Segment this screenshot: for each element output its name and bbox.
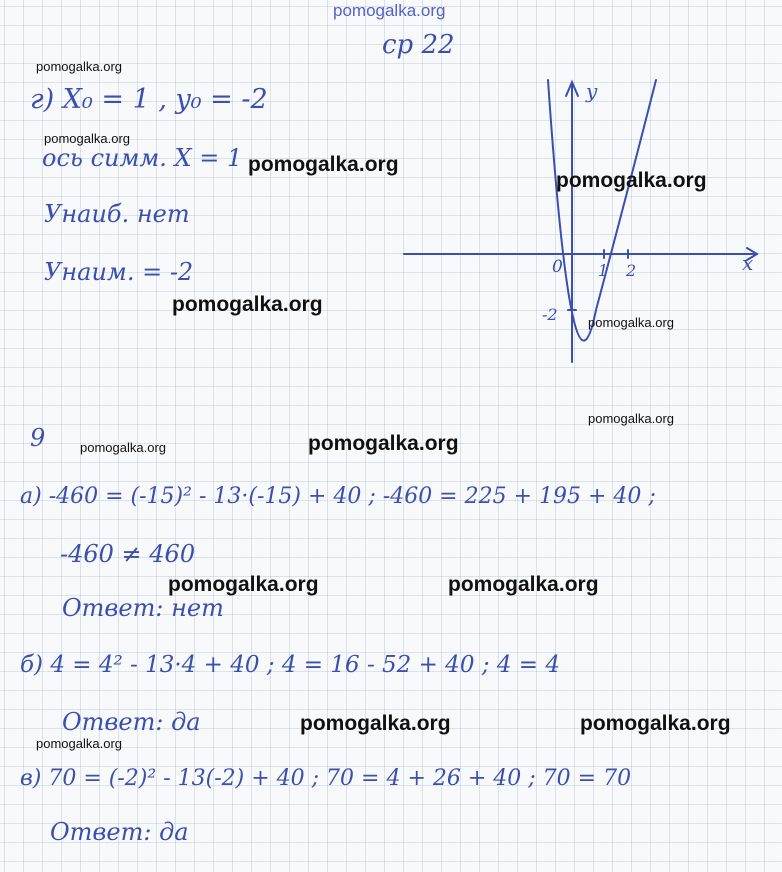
vertex-line: г) X₀ = 1 , y₀ = -2 <box>30 84 268 115</box>
header-watermark: pomogalka.org <box>333 1 446 20</box>
parabola-graph <box>400 70 770 370</box>
watermark: pomogalka.org <box>556 169 707 192</box>
parabola-curve <box>548 80 656 341</box>
origin-label: 0 <box>552 257 563 277</box>
x-axis-label: x <box>742 251 754 275</box>
watermark: pomogalka.org <box>588 315 674 330</box>
part-v-equation: в) 70 = (-2)² - 13(-2) + 40 ; 70 = 4 + 26 + 40 ; 70 = 70 <box>20 766 632 791</box>
task-number: 9 <box>30 424 46 452</box>
page-label: ср 22 <box>382 30 455 60</box>
watermark: pomogalka.org <box>36 736 122 751</box>
watermark: pomogalka.org <box>588 411 674 426</box>
watermark: pomogalka.org <box>448 573 599 596</box>
y-axis-label: y <box>586 79 598 103</box>
part-v-answer: Ответ: да <box>50 818 189 846</box>
watermark: pomogalka.org <box>80 440 166 455</box>
watermark: pomogalka.org <box>300 712 451 735</box>
tick-2-label: 2 <box>626 261 637 280</box>
tick-neg2-label: -2 <box>542 305 558 324</box>
watermark: pomogalka.org <box>248 153 399 176</box>
y-max-line: Унаиб. нет <box>44 200 190 228</box>
part-a-comparison: -460 ≠ 460 <box>60 540 196 568</box>
part-b-answer: Ответ: да <box>62 708 201 736</box>
symmetry-axis-line: ось симм. X = 1 <box>42 144 243 172</box>
watermark: pomogalka.org <box>44 131 130 146</box>
watermark: pomogalka.org <box>36 59 122 74</box>
part-a-equation: а) -460 = (-15)² - 13·(-15) + 40 ; -460 = 225 + 195 + 40 ; <box>20 484 656 509</box>
watermark: pomogalka.org <box>172 293 323 316</box>
part-b-equation: б) 4 = 4² - 13·4 + 40 ; 4 = 16 - 52 + 40 ; 4 = 4 <box>20 652 560 678</box>
watermark: pomogalka.org <box>168 573 319 596</box>
part-a-answer: Ответ: нет <box>62 594 224 622</box>
tick-1-label: 1 <box>598 261 609 280</box>
watermark: pomogalka.org <box>308 432 459 455</box>
y-min-line: Унаим. = -2 <box>44 258 194 286</box>
watermark: pomogalka.org <box>580 712 731 735</box>
